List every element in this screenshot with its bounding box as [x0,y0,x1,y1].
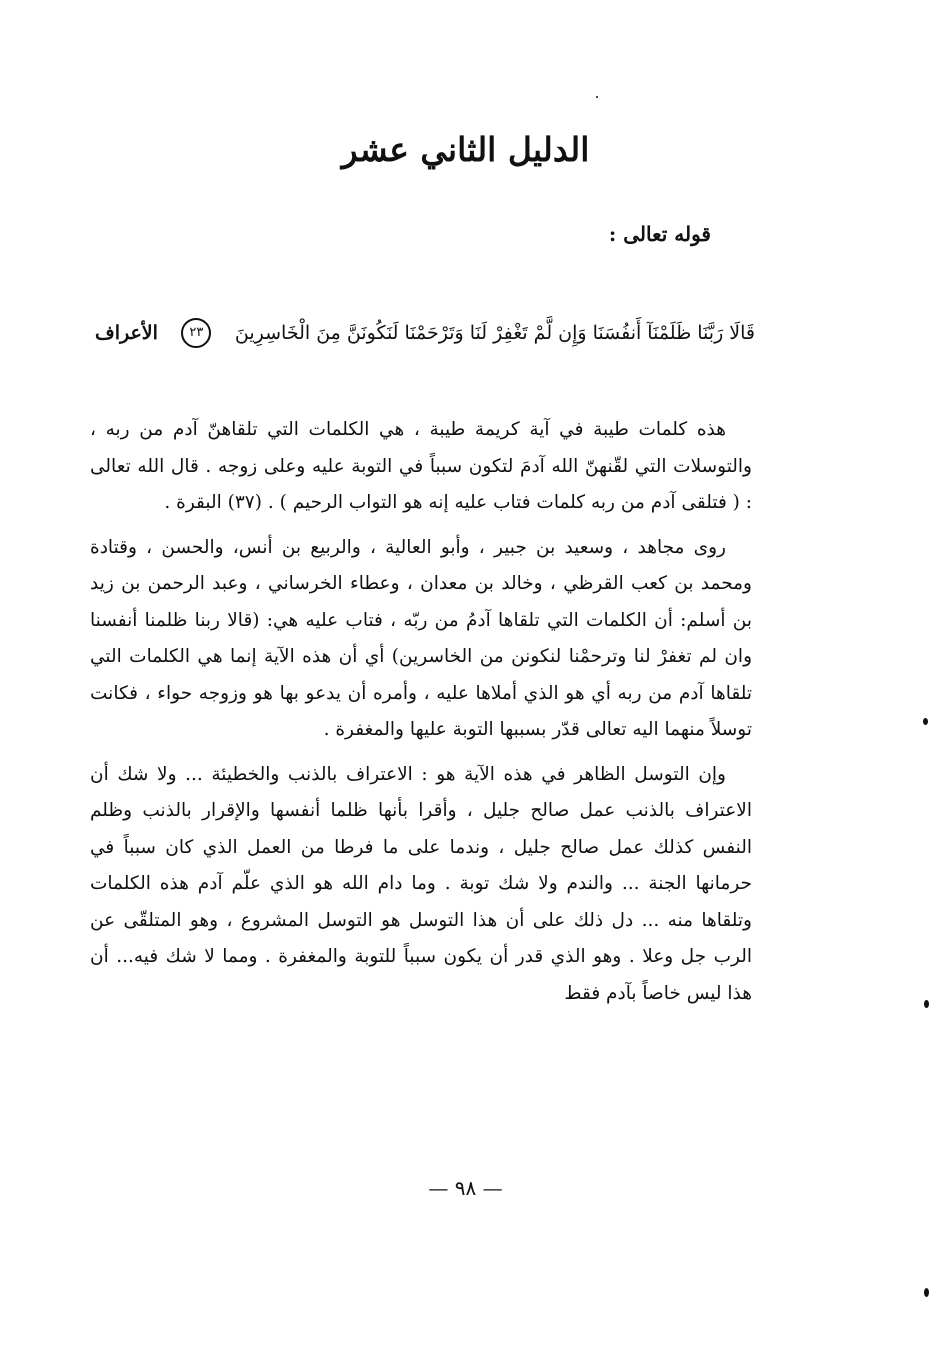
surah-name: الأعراف [95,322,158,344]
scan-speck [923,718,928,725]
paragraph: روى مجاهد ، وسعيد بن جبير ، وأبو العالية ، والربيع بن أنس، والحسن ، وقتادة ومحمد بن كعب القرظي ، وخالد بن معدان ، وعطاء الخرساني ، وعبد الرحمن بن زيد بن أسلم: أن الكلمات التي تلقاها آدمُ من ربّه ، فتاب عليه هي: (قالا ربنا ظلمنا أنفسنا وان لم تغفرْ لنا وترحمْنا لنكونن من الخاسرين) أي أن هذه الآية إنما هي الكلمات التي تلقاها آدم من ربه أي هو الذي أملاها عليه ، وأمره أن يدعو بها هو وزوجه حواء ، فكانت توسلاً منهما اليه تعالى قدّر بسببها التوبة عليها والمغفرة . [90,536,752,740]
paragraph: هذه كلمات طيبة في آية كريمة طيبة ، هي الكلمات التي تلقاهنّ آدم من ربه ، والتوسلات التي لقّنهنّ الله آدمَ لتكون سبباً في التوبة عليه وعلى زوجه . قال الله تعالى : ( فتلقى آدم من ربه كلمات فتاب عليه إنه هو التواب الرحيم ) . (٣٧) البقرة . [90,419,752,513]
body-text [90,412,752,1020]
scan-speck [924,1000,929,1008]
quran-verse [95,318,755,348]
page-number: — ٩٨ — [428,1176,503,1200]
scan-speck [924,1288,929,1297]
paragraph: وإن التوسل الظاهر في هذه الآية هو : الاعتراف بالذنب والخطيئة ... ولا شك أن الاعتراف بالذنب عمل صالح جليل ، وأقرا بأنها ظلما أنفسها والإقرار بالذنب وظلم النفس كذلك عمل صالح جليل ، وندما على ما فرطا من العمل الذي كان سبباً في حرمانها الجنة ... والندم ولا شك توبة . وما دام الله هو الذي علّم آدم هذه الكلمات وتلقاها منه ... دل ذلك على أن هذا التوسل هو التوسل المشروع ، وهو المتلقّى عن الرب جل وعلا . وهو الذي قدر أن يكون سبباً للتوبة والمغفرة . ومما لا شك فيه... أن هذا ليس خاصاً بآدم فقط [90,763,752,1004]
chapter-title: الدليل الثاني عشر [341,130,590,169]
scan-speck [596,96,598,98]
verse-number-mark: ٢٣ [181,318,211,348]
verse-text: قَالَا رَبَّنَا ظَلَمْنَآ أَنفُسَنَا وَإِن لَّمْ تَغْفِرْ لَنَا وَتَرْحَمْنَا لَنَكُونَنَّ مِنَ الْخَاسِرِينَ [234,322,755,344]
intro-text: قوله تعالى : [608,222,711,246]
